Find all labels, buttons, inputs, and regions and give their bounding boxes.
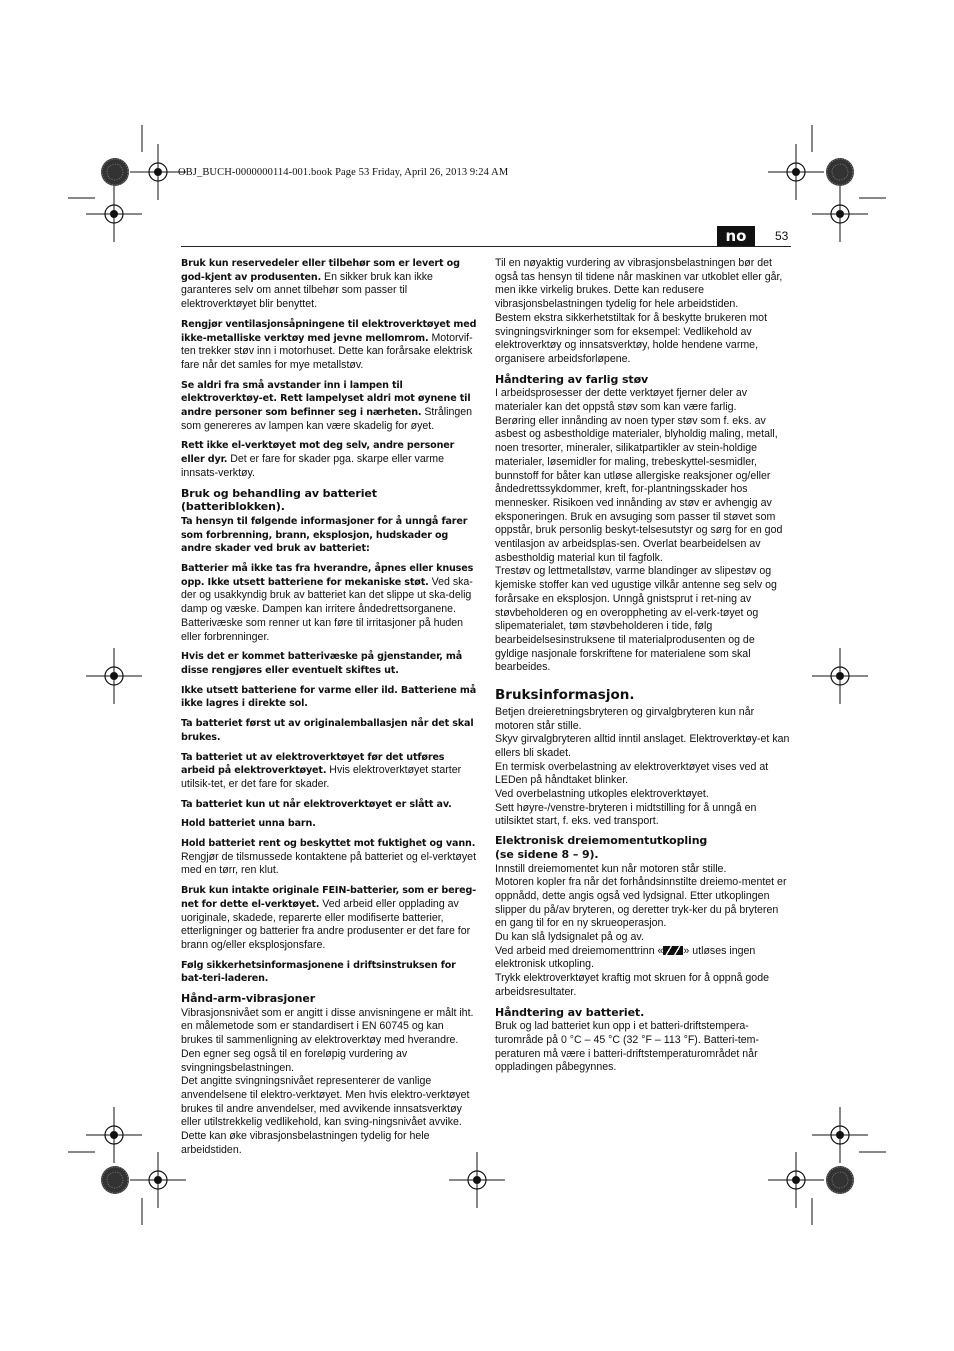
section-heading-vibration: Hånd-arm-vibrasjoner: [181, 992, 316, 1006]
body-text: Ved ska-der og usakkyndig bruk av batteriet kan det slippe ut ska-delig damp og væske. Dampen kan irritere åndedrettsorganene. Batterivæske som renner ut kan føre til irritasjoner på huden eller forbrenninger.: [181, 575, 473, 643]
paragraph: Til en nøyaktig vurdering av vibrasjonsbelastningen bør det også tas hensyn til tidene når maskinen var utkoblet eller går, men ikke virkelig brukes. Dette kan redusere vibrasjonsbelastningen tydelig for hele arbeidstiden.: [495, 257, 783, 311]
section-heading-battery-handling: Håndtering av batteriet.: [495, 1005, 645, 1019]
paragraph: Vibrasjonsnivået som er angitt i disse anvisningene er målt iht. en målemetode som er standardisert i EN 60745 og kan brukes til sammenligning av elektroverktøy med hverandre. Den egner seg også til en foreløpig vurdering av svingningsbelastningen.: [181, 1006, 474, 1074]
bold-text: Rengjør ventilasjonsåpningene til elektroverktøyet med ikke-metalliske verktøy med jevne mellomrom.: [181, 318, 477, 344]
body-text: En sikker bruk kan ikke garanteres selv om annet tilbehør som passer til elektroverktøyet blir benyttet.: [181, 270, 433, 311]
bold-text: Ta hensyn til følgende informasjoner for å unngå farer som forbrenning, brann, eksplosjon, hudskader og andre skader ved bruk av batteriet:: [181, 515, 468, 555]
body-text: Ved arbeid eller opplading av uoriginale, skadede, reparerte eller modifiserte batterier, etterligninger og batterier fra andre produsenter er det fare for brann og/eller eksplosjonsfare.: [181, 897, 471, 951]
header-rule: [181, 246, 791, 247]
paragraph: [181, 959, 478, 986]
paragraph: [181, 439, 478, 480]
section-heading-battery: Bruk og behandling av batteriet (batteriblokken).: [181, 486, 377, 514]
paragraph: [181, 562, 478, 644]
paragraph: Det angitte svingningsnivået representerer de vanlige anvendelsene til elektro-verktøyet. Men hvis elektro-verktøyet brukes til andre anvendelser, med avvikende innsatsverktøy eller utilstrekkelig vedlikehold, kan sving-ningsnivået avvike. Dette kan øke vibrasjonsbelastningen tydelig for hele arbeidstiden.: [181, 1075, 470, 1156]
paragraph: [181, 650, 478, 677]
body-text: » utløses ingen elektronisk utkopling.: [495, 944, 756, 971]
paragraph: I arbeidsprosesser der dette verktøyet fjerner deler av materialer kan det oppstå støv som kan være farlig.: [495, 387, 748, 414]
paragraph: Innstill dreiemomentet kun når motoren står stille.: [495, 862, 727, 875]
bold-text: Ikke utsett batteriene for varme eller ild. Batteriene må ikke lagres i direkte sol.: [181, 684, 477, 710]
body-text: Rengjør de tilsmussede kontaktene på batteriet og el-verktøyet med en tørr, ren klut.: [181, 850, 477, 877]
paragraph: [495, 945, 791, 972]
bold-text: Hvis det er kommet batterivæske på gjenstander, må disse rengjøres eller eventuelt skiftes ut.: [181, 651, 463, 676]
body-text: Ved arbeid med dreiemomenttrinn «: [495, 944, 664, 957]
paragraph: Ved overbelastning utkoples elektroverktøyet.: [495, 788, 709, 801]
paragraph: Du kan slå lydsignalet på og av.: [495, 931, 644, 944]
language-tab: no: [717, 226, 755, 247]
bold-text: Bruk kun intakte originale FEIN-batterier, som er bereg-net for dette el-verktøyet.: [181, 885, 476, 910]
page-number: 53: [775, 229, 789, 243]
bold-text: Ta batteriet ut av elektroverktøyet før det utføres arbeid på elektroverktøyet.: [181, 751, 445, 777]
section-heading-dust: Håndtering av farlig støv: [495, 372, 649, 386]
paragraph: Motoren kopler fra når det forhåndsinnstilte dreiemo-mentet er oppnådd, dette angis også ved lydsignal. Etter utkoplingen slipper du på/av bryteren, og deretter tryk-ker du på bryteren en gang til for en ny skrueoperasjon.: [495, 876, 787, 930]
paragraph: [181, 379, 478, 434]
paragraph: Betjen dreieretningsbryteren og girvalgbryteren kun når motoren står stille.: [495, 705, 755, 732]
paragraph: [181, 751, 478, 792]
body-text: Det er fare for skader pga. skarpe eller varme innsats-verktøy.: [181, 453, 444, 479]
paragraph: Bestem ekstra sikkerhetstiltak for å beskytte brukeren mot svingningsvirkninger som for eksempel: Vedlikehold av elektroverktøy og innsatsverktøy, holde hendene varme, organisere arbeidsforløpene.: [495, 311, 768, 365]
paragraph: Berøring eller innånding av noen typer støv som f. eks. av asbest og asbestholdige materialer, blyholdig maling, metall, noen tresorter, mineraler, silikatpartikler av stein-holdige materialer, løsemidler for maling, trebeskyttel-sesmidler, bunnstoff for båter kan utløse allergiske reaksjoner og/eller åndedrettssykdommer, kreft, for-plantningsskader hos mennesker. Risikoen ved innånding av støv er avhengig av eksponeringen. Bruk en avsuging som passer til støvet som oppstår, bruk personlig beskyt-telsesutstyr og sørg for en god ventilasjon av arbeidsplas-sen. Overlat bearbeidelsen av asbestholdig material kun til fagfolk.: [495, 414, 783, 564]
paragraph: [181, 684, 478, 711]
paragraph: En termisk overbelastning av elektroverktøyet vises ved at LEDen på håndtaket blinker.: [495, 760, 769, 787]
paragraph: [181, 717, 478, 744]
bold-text: Ta batteriet kun ut når elektroverktøyet er slått av.: [181, 798, 452, 810]
print-slug: OBJ_BUCH-0000000114-001.book Page 53 Friday, April 26, 2013 9:24 AM: [178, 167, 509, 178]
left-column: [181, 257, 478, 1157]
bold-text: Hold batteriet unna barn.: [181, 818, 316, 830]
body-text: Strålingen som genereres av lampen kan være skadelig for øyet.: [181, 406, 473, 432]
section-heading-usage: Bruksinformasjon.: [495, 687, 635, 704]
paragraph: [181, 798, 478, 812]
bold-text: Batterier må ikke tas fra hverandre, åpnes eller knuses opp. Ikke utsett batteriene for mekaniske støt.: [181, 563, 474, 588]
paragraph: [181, 318, 478, 373]
paragraph: [181, 884, 478, 953]
paragraph: Skyv girvalgbryteren alltid inntil anslaget. Elektroverktøy-et kan ellers bli skadet.: [495, 733, 790, 759]
paragraph: Bruk og lad batteriet kun opp i et batteri-driftstempera-turområde på 0 °C – 45 °C (32 °F – 113 °F). Batteri-tem-peraturen må være i batteri-driftstemperaturområdet når oppladingen påbegynnes.: [495, 1020, 760, 1074]
paragraph: Trestøv og lettmetallstøv, varme blandinger av slipestøv og kjemiske stoffer kan ved ugustige vilkår antenne seg selv og forårsake en eksplosjon. Unngå gnistsprut i ret-ning av støvbeholderen og en overoppheting av el-verk-tøyet og slipematerialet, tøm støvbeholderen i tide, følg bearbeidelsesinstruksene til materialprodusenten og de gyldige nasjonale forskriftene for materialene som skal bearbeides.: [495, 565, 777, 674]
torque-stage-icon: [663, 946, 683, 955]
section-heading-torque-ref: (se sidene 8 – 9).: [495, 847, 599, 861]
body-text: Hvis elektroverktøyet starter utilsik-tet, er det fare for skader.: [181, 764, 462, 790]
paragraph: [181, 837, 478, 878]
bold-text: Rett ikke el-verktøyet mot deg selv, andre personer eller dyr.: [181, 440, 455, 466]
body-text: Motorvif-ten trekker støv inn i motorhuset. Dette kan forårsake elektrisk fare når det samles for mye metallstøv.: [181, 331, 473, 371]
bold-text: Ta batteriet først ut av originalemballasjen når det skal brukes.: [181, 718, 474, 743]
bold-text: Følg sikkerhetsinformasjonene i driftsinstruksen for bat-teri-laderen.: [181, 959, 456, 985]
bold-text: Se aldri fra små avstander inn i lampen til elektroverktøy-et. Rett lampelyset aldri mot øynene til andre personer som befinner seg i nærheten.: [181, 379, 471, 419]
paragraph: Sett høyre-/venstre-bryteren i midtstilling for å unngå en utilsiktet start, f. eks. ved transport.: [495, 801, 757, 828]
paragraph: [181, 257, 478, 312]
paragraph: Trykk elektroverktøyet kraftig mot skruen for å oppnå gode arbeidsresultater.: [495, 972, 769, 998]
bold-text: Hold batteriet rent og beskyttet mot fuktighet og vann.: [181, 838, 476, 850]
bold-text: Bruk kun reservedeler eller tilbehør som er levert og god-kjent av produsenten.: [181, 258, 460, 283]
paragraph: [181, 515, 478, 556]
section-heading-torque: Elektronisk dreiemomentutkopling: [495, 834, 708, 848]
paragraph: [181, 817, 478, 831]
right-column: [495, 257, 791, 1075]
